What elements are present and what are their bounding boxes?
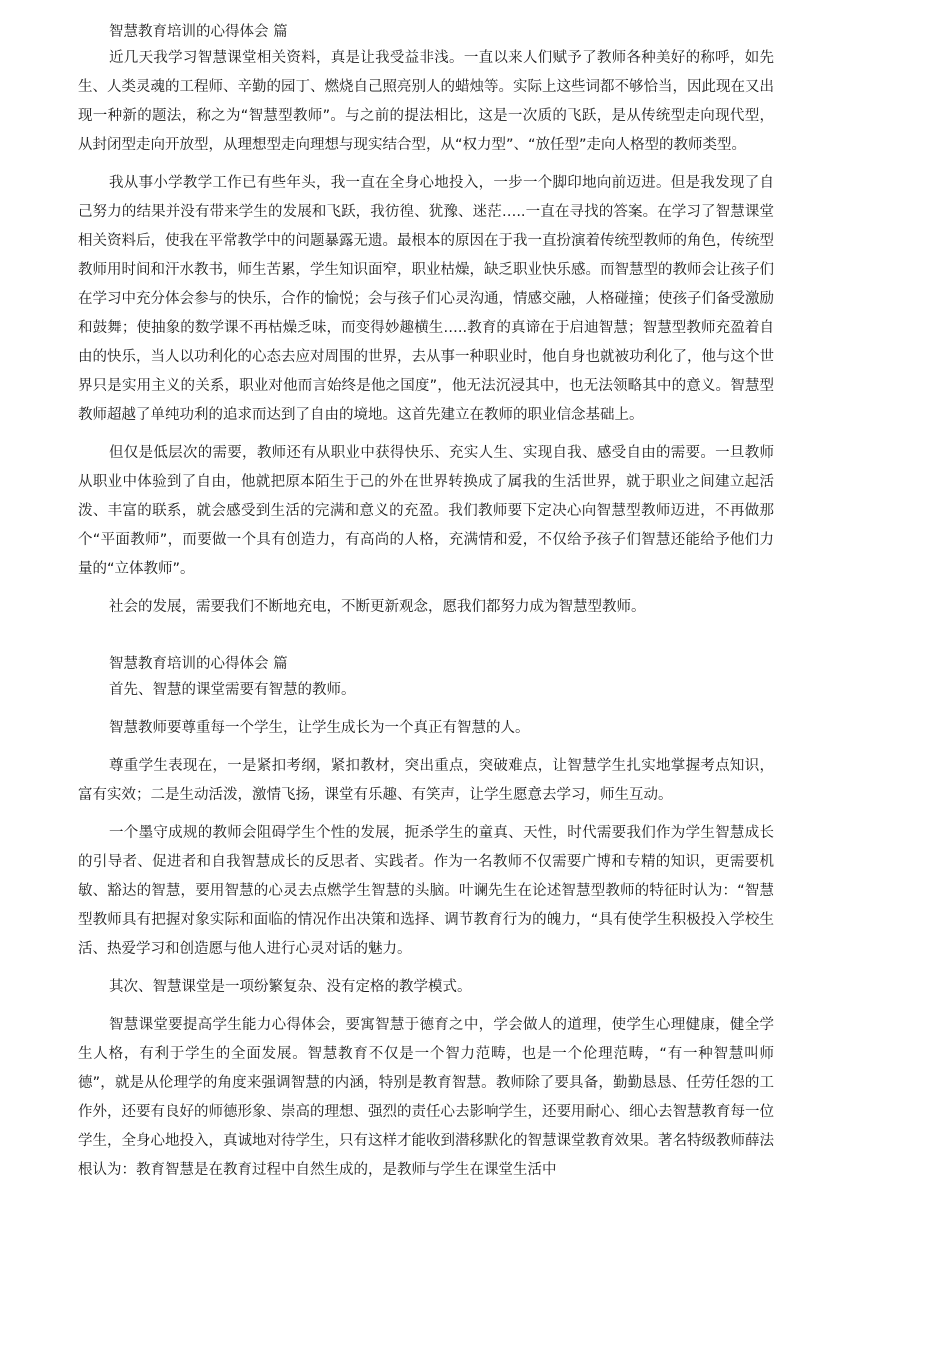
paragraph: 我从事小学教学工作已有些年头，我一直在全身心地投入，一步一个脚印地向前迈进。但是我发现了自己努力的结果并没有带来学生的发展和飞跃，我彷徨、犹豫、迷茫…..一直在寻找的答案。在学习了智慧课堂相关资料后，使我在平常教学中的问题暴露无遗。最根本的原因在于我一直扮演着传统型教师的角色，传统型教师用时间和汗水教书，师生苦累，学生知识面窄，职业枯燥，缺乏职业快乐感。而智慧型的教师会让孩子们在学习中充分体会参与的快乐，合作的愉悦；会与孩子们心灵沟通，情感交融，人格碰撞；使孩子们备受激励和鼓舞；使抽象的数学课不再枯燥乏味，而变得妙趣横生…..教育的真谛在于启迪智慧；智慧型教师充盈着自由的快乐，当人以功利化的心态去应对周围的世界，去从事一种职业时，他自身也就被功利化了，他与这个世界只是实用主义的关系，职业对他而言始终是他之国度”，他无法沉浸其中，也无法领略其中的意义。智慧型教师超越了单纯功利的追求而达到了自由的境地。这首先建立在教师的职业信念基础上。 [78,175,774,423]
paragraph: 其次、智慧课堂是一项纷繁复杂、没有定格的教学模式。 [109,979,472,995]
paragraph: 社会的发展，需要我们不断地充电，不断更新观念，愿我们都努力成为智慧型教师。 [109,599,646,615]
paragraph: 尊重学生表现在，一是紧扣考纲，紧扣教材，突出重点，突破难点，让智慧学生扎实地掌握考点知识，富有实效；二是生动活泼，激情飞扬，课堂有乐趣、有笑声，让学生愿意去学习，师生互动。 [78,758,774,803]
paragraph: 智慧教师要尊重每一个学生，让学生成长为一个真正有智慧的人。 [109,720,530,736]
essay-section-1 [78,22,774,622]
essay-section-2 [78,654,774,1185]
paragraph: 智慧课堂要提高学生能力心得体会，要寓智慧于德育之中，学会做人的道理，使学生心理健康，健全学生人格，有利于学生的全面发展。智慧教育不仅是一个智力范畴，也是一个伦理范畴，“有一种智慧叫师德”，就是从伦理学的角度来强调智慧的内涵，特别是教育智慧。教师除了要具备，勤勤恳恳、任劳任怨的工作外，还要有良好的师德形象、崇高的理想、强烈的责任心去影响学生，还要用耐心、细心去智慧教育每一位学生，全身心地投入，真诚地对待学生，只有这样才能收到潜移默化的智慧课堂教育效果。著名特级教师薛法根认为：教育智慧是在教育过程中自然生成的，是教师与学生在课堂生活中 [78,1017,774,1178]
paragraph: 首先、智慧的课堂需要有智慧的教师。 [109,682,356,698]
section-title: 智慧教育培训的心得体会 篇 [109,656,288,672]
paragraph: 一个墨守成规的教师会阻碍学生个性的发展，扼杀学生的童真、天性，时代需要我们作为学生智慧成长的引导者、促进者和自我智慧成长的反思者、实践者。作为一名教师不仅需要广博和专精的知识，更需要机敏、豁达的智慧，要用智慧的心灵去点燃学生智慧的头脑。叶谰先生在论述智慧型教师的特征时认为：“智慧型教师具有把握对象实际和面临的情况作出决策和选择、调节教育行为的魄力，“具有使学生积极投入学校生活、热爱学习和创造愿与他人进行心灵对话的魅力。 [78,825,774,957]
section-title: 智慧教育培训的心得体会 篇 [109,24,288,40]
document-page [78,22,774,1185]
paragraph: 近几天我学习智慧课堂相关资料，真是让我受益非浅。一直以来人们赋予了教师各种美好的称呼，如先生、人类灵魂的工程师、辛勤的园丁、燃烧自己照亮别人的蜡烛等。实际上这些词都不够恰当，因此现在又出现一种新的题法，称之为“智慧型教师”。与之前的提法相比，这是一次质的飞跃，是从传统型走向现代型，从封闭型走向开放型，从理想型走向理想与现实结合型，从“权力型”、“放任型”走向人格型的教师类型。 [78,50,774,153]
section-divider [78,622,774,654]
paragraph: 但仅是低层次的需要，教师还有从职业中获得快乐、充实人生、实现自我、感受自由的需要。一旦教师从职业中体验到了自由，他就把原本陌生于己的外在世界转换成了属我的生活世界，就于职业之间建立起活泼、丰富的联系，就会感受到生活的完满和意义的充盈。我们教师要下定决心向智慧型教师迈进，不再做那个“平面教师”，而要做一个具有创造力，有高尚的人格，充满情和爱，不仅给予孩子们智慧还能给予他们力量的“立体教师”。 [78,445,774,577]
